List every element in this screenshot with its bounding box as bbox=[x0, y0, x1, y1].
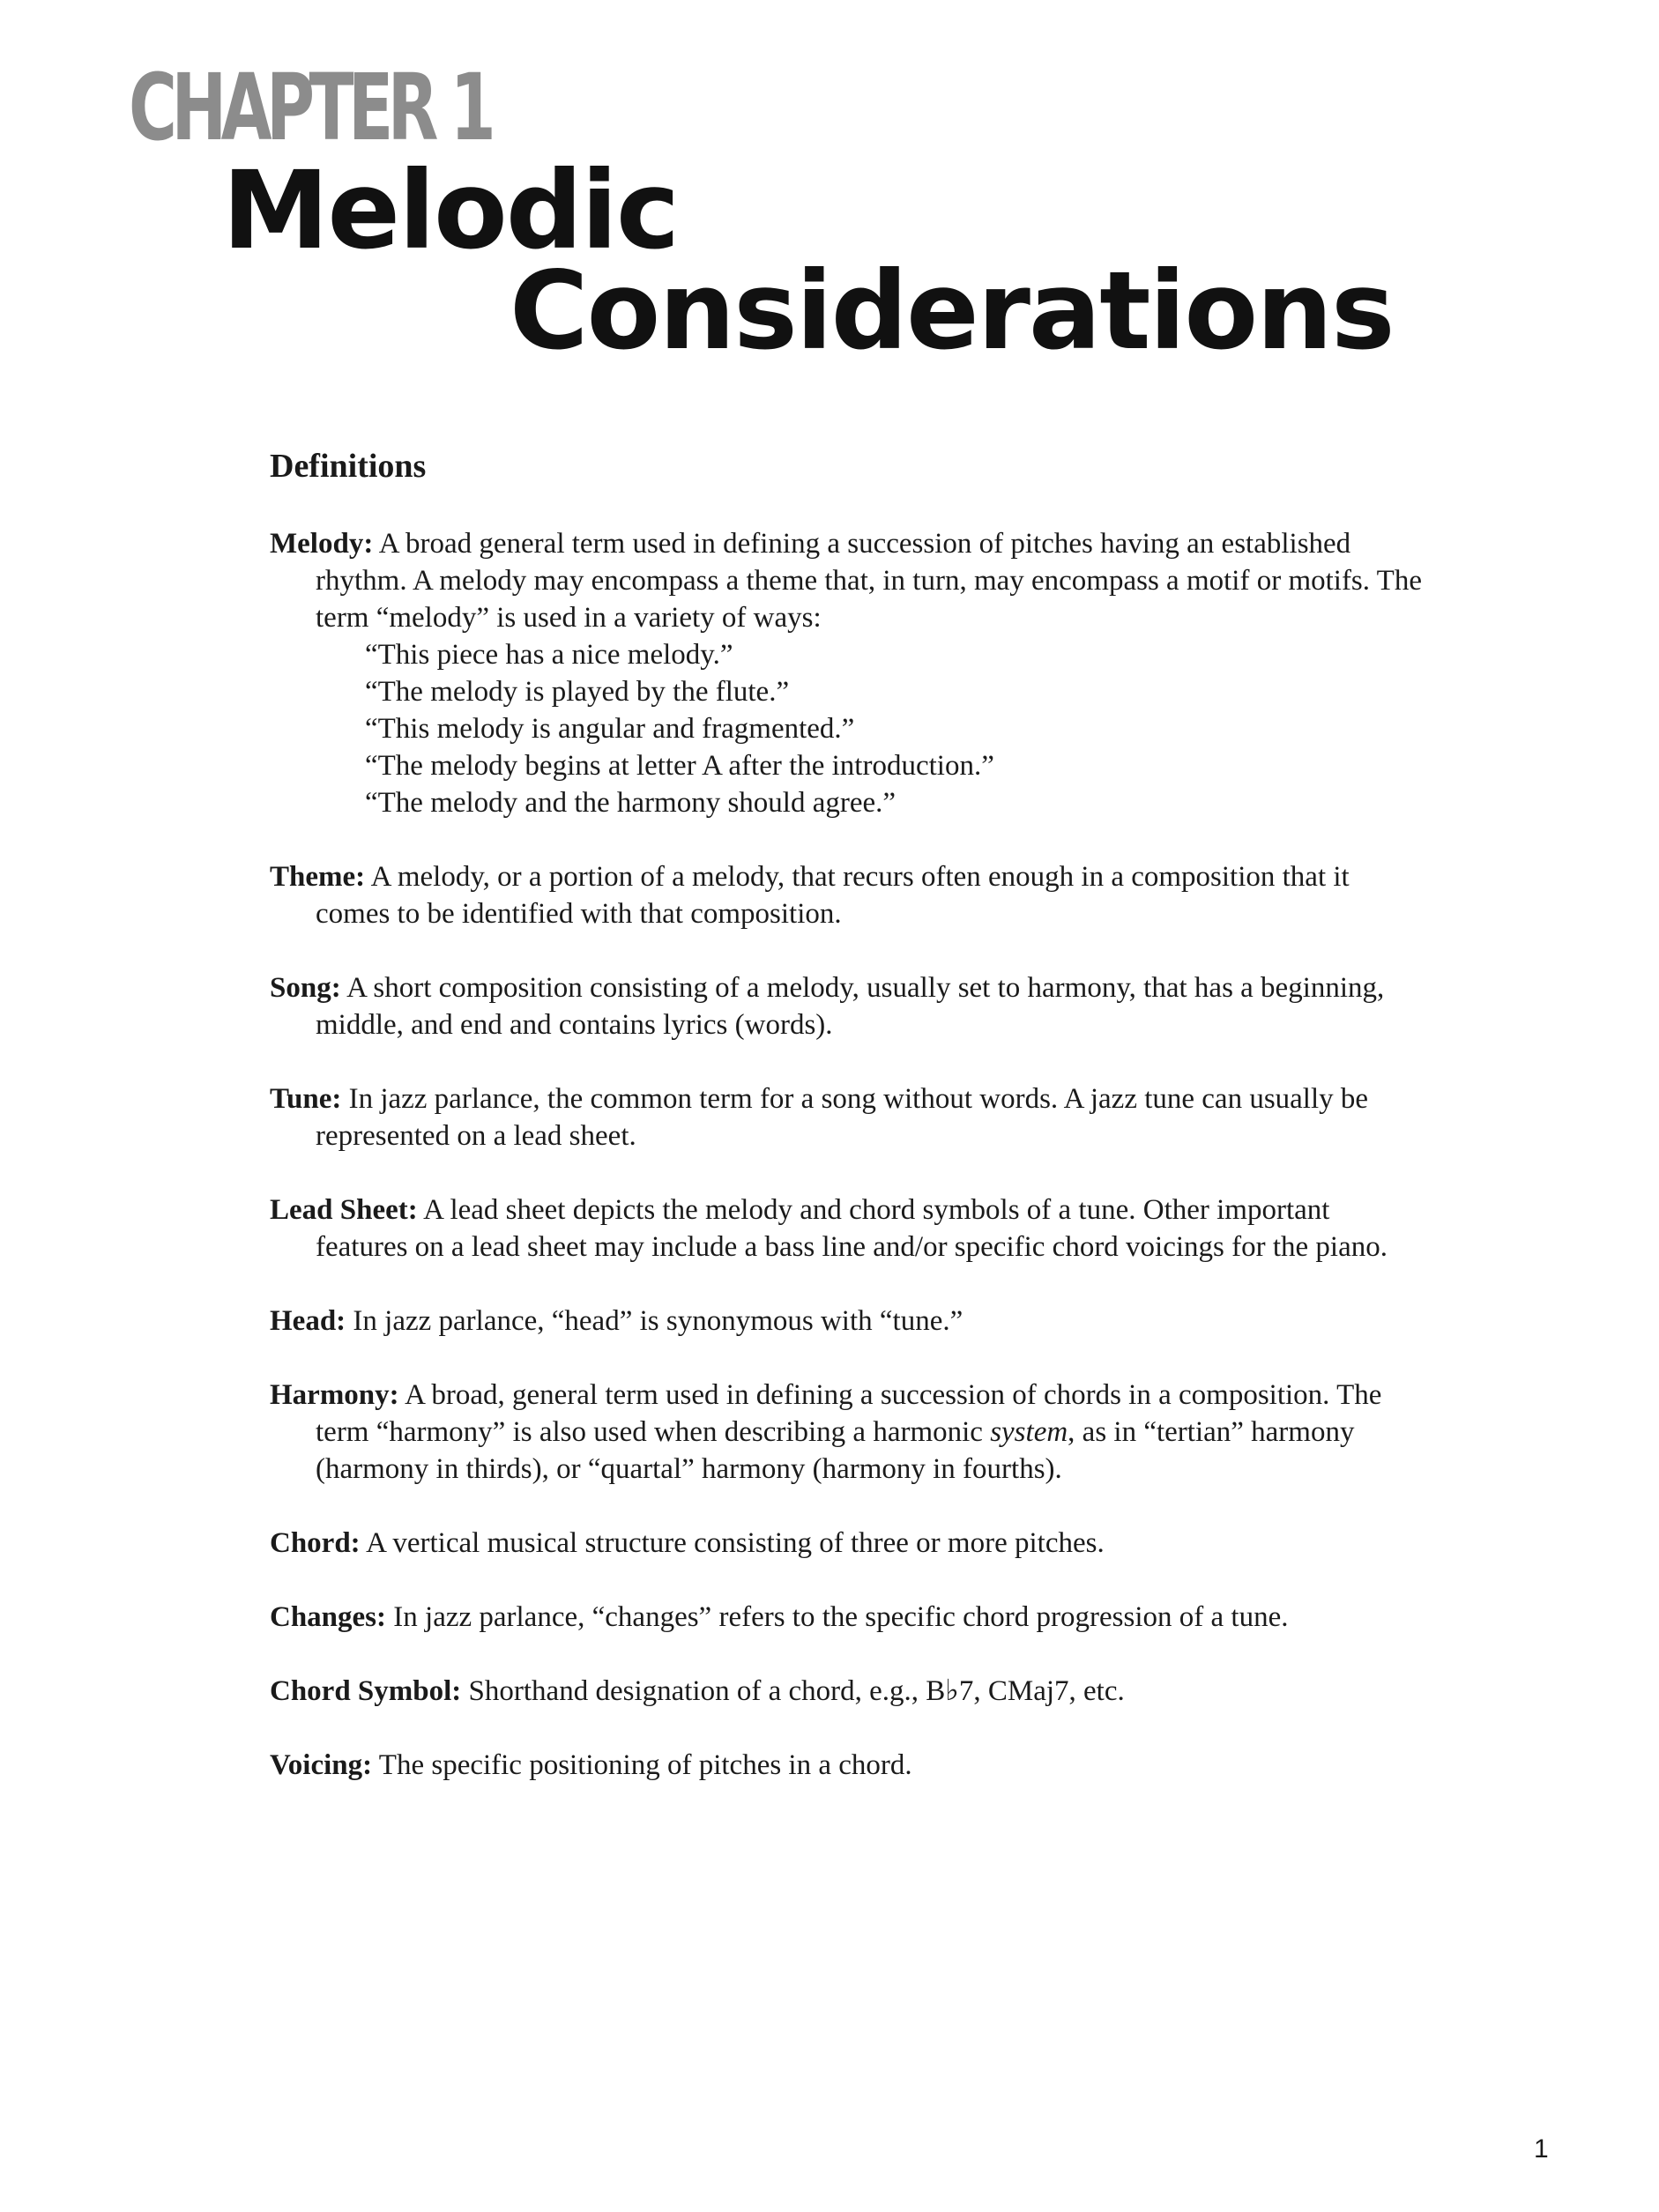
definition-changes bbox=[270, 1599, 1425, 1636]
definition-term: Song: bbox=[270, 972, 341, 1004]
definition-text: A lead sheet depicts the melody and chord symbols of a tune. Other important features on a lead sheet may include a bass line and/or specific chord voicings for the piano. bbox=[316, 1194, 1387, 1263]
definition-term: Lead Sheet: bbox=[270, 1194, 418, 1226]
definition-harmony bbox=[270, 1377, 1425, 1488]
definition-text: A melody, or a portion of a melody, that recurs often enough in a composition that it comes to be identified with that composition. bbox=[316, 861, 1350, 930]
definition-lead-sheet bbox=[270, 1191, 1425, 1266]
definition-term: Voicing: bbox=[270, 1749, 373, 1781]
definition-voicing bbox=[270, 1747, 1425, 1784]
definition-text: A broad general term used in defining a succession of pitches having an established rhythm. A melody may encompass a theme that, in turn, may encompass a motif or motifs. The term “melody” is used in a variety of ways: bbox=[316, 528, 1422, 634]
definition-text: A vertical musical structure consisting of three or more pitches. bbox=[360, 1527, 1105, 1559]
definition-chord bbox=[270, 1525, 1425, 1562]
chapter-label: CHAPTER 1 bbox=[129, 54, 491, 161]
definition-melody bbox=[270, 525, 1425, 821]
chapter-title-line-1: Melodic bbox=[222, 148, 679, 273]
definition-term: Harmony: bbox=[270, 1379, 399, 1411]
melody-example: “The melody and the harmony should agree.” bbox=[365, 787, 896, 819]
definition-text: In jazz parlance, the common term for a song without words. A jazz tune can usually be represented on a lead sheet. bbox=[316, 1083, 1369, 1152]
definition-song bbox=[270, 969, 1425, 1043]
definition-text: A broad, general term used in defining a succession of chords in a composition. The term “harmony” is also used when describing a harmonic bbox=[316, 1379, 1382, 1448]
definition-text: The specific positioning of pitches in a chord. bbox=[372, 1749, 912, 1781]
definition-head bbox=[270, 1303, 1425, 1340]
definition-tune bbox=[270, 1080, 1425, 1154]
definition-term: Head: bbox=[270, 1305, 346, 1337]
section-heading: Definitions bbox=[270, 448, 427, 485]
page-number: 1 bbox=[1534, 2134, 1549, 2164]
definition-term: Theme: bbox=[270, 861, 366, 893]
definition-theme bbox=[270, 858, 1425, 932]
definition-term: Chord: bbox=[270, 1527, 361, 1559]
melody-example: “This melody is angular and fragmented.” bbox=[365, 713, 855, 745]
definition-term: Changes: bbox=[270, 1601, 387, 1633]
definition-text: In jazz parlance, “head” is synonymous with “tune.” bbox=[346, 1305, 963, 1337]
definition-text: In jazz parlance, “changes” refers to the specific chord progression of a tune. bbox=[386, 1601, 1289, 1633]
definitions-list bbox=[270, 525, 1425, 1821]
definition-text: Shorthand designation of a chord, e.g., B♭7, CMaj7, etc. bbox=[461, 1675, 1125, 1707]
melody-example: “This piece has a nice melody.” bbox=[365, 639, 733, 671]
chapter-title-line-2: Considerations bbox=[510, 249, 1394, 374]
definition-text: A short composition consisting of a melody, usually set to harmony, that has a beginning, middle, and end and contains lyrics (words). bbox=[316, 972, 1385, 1041]
definition-term: Tune: bbox=[270, 1083, 342, 1115]
definition-text: , as in “tertian” harmony (harmony in thirds), or “quartal” harmony (harmony in fourths). bbox=[316, 1416, 1355, 1485]
melody-example: “The melody is played by the flute.” bbox=[365, 676, 790, 708]
definition-chord-symbol bbox=[270, 1673, 1425, 1710]
definition-term: Melody: bbox=[270, 528, 374, 560]
definition-term: Chord Symbol: bbox=[270, 1675, 462, 1707]
melody-example: “The melody begins at letter A after the introduction.” bbox=[365, 750, 994, 782]
definition-text-italic: system bbox=[990, 1416, 1068, 1448]
